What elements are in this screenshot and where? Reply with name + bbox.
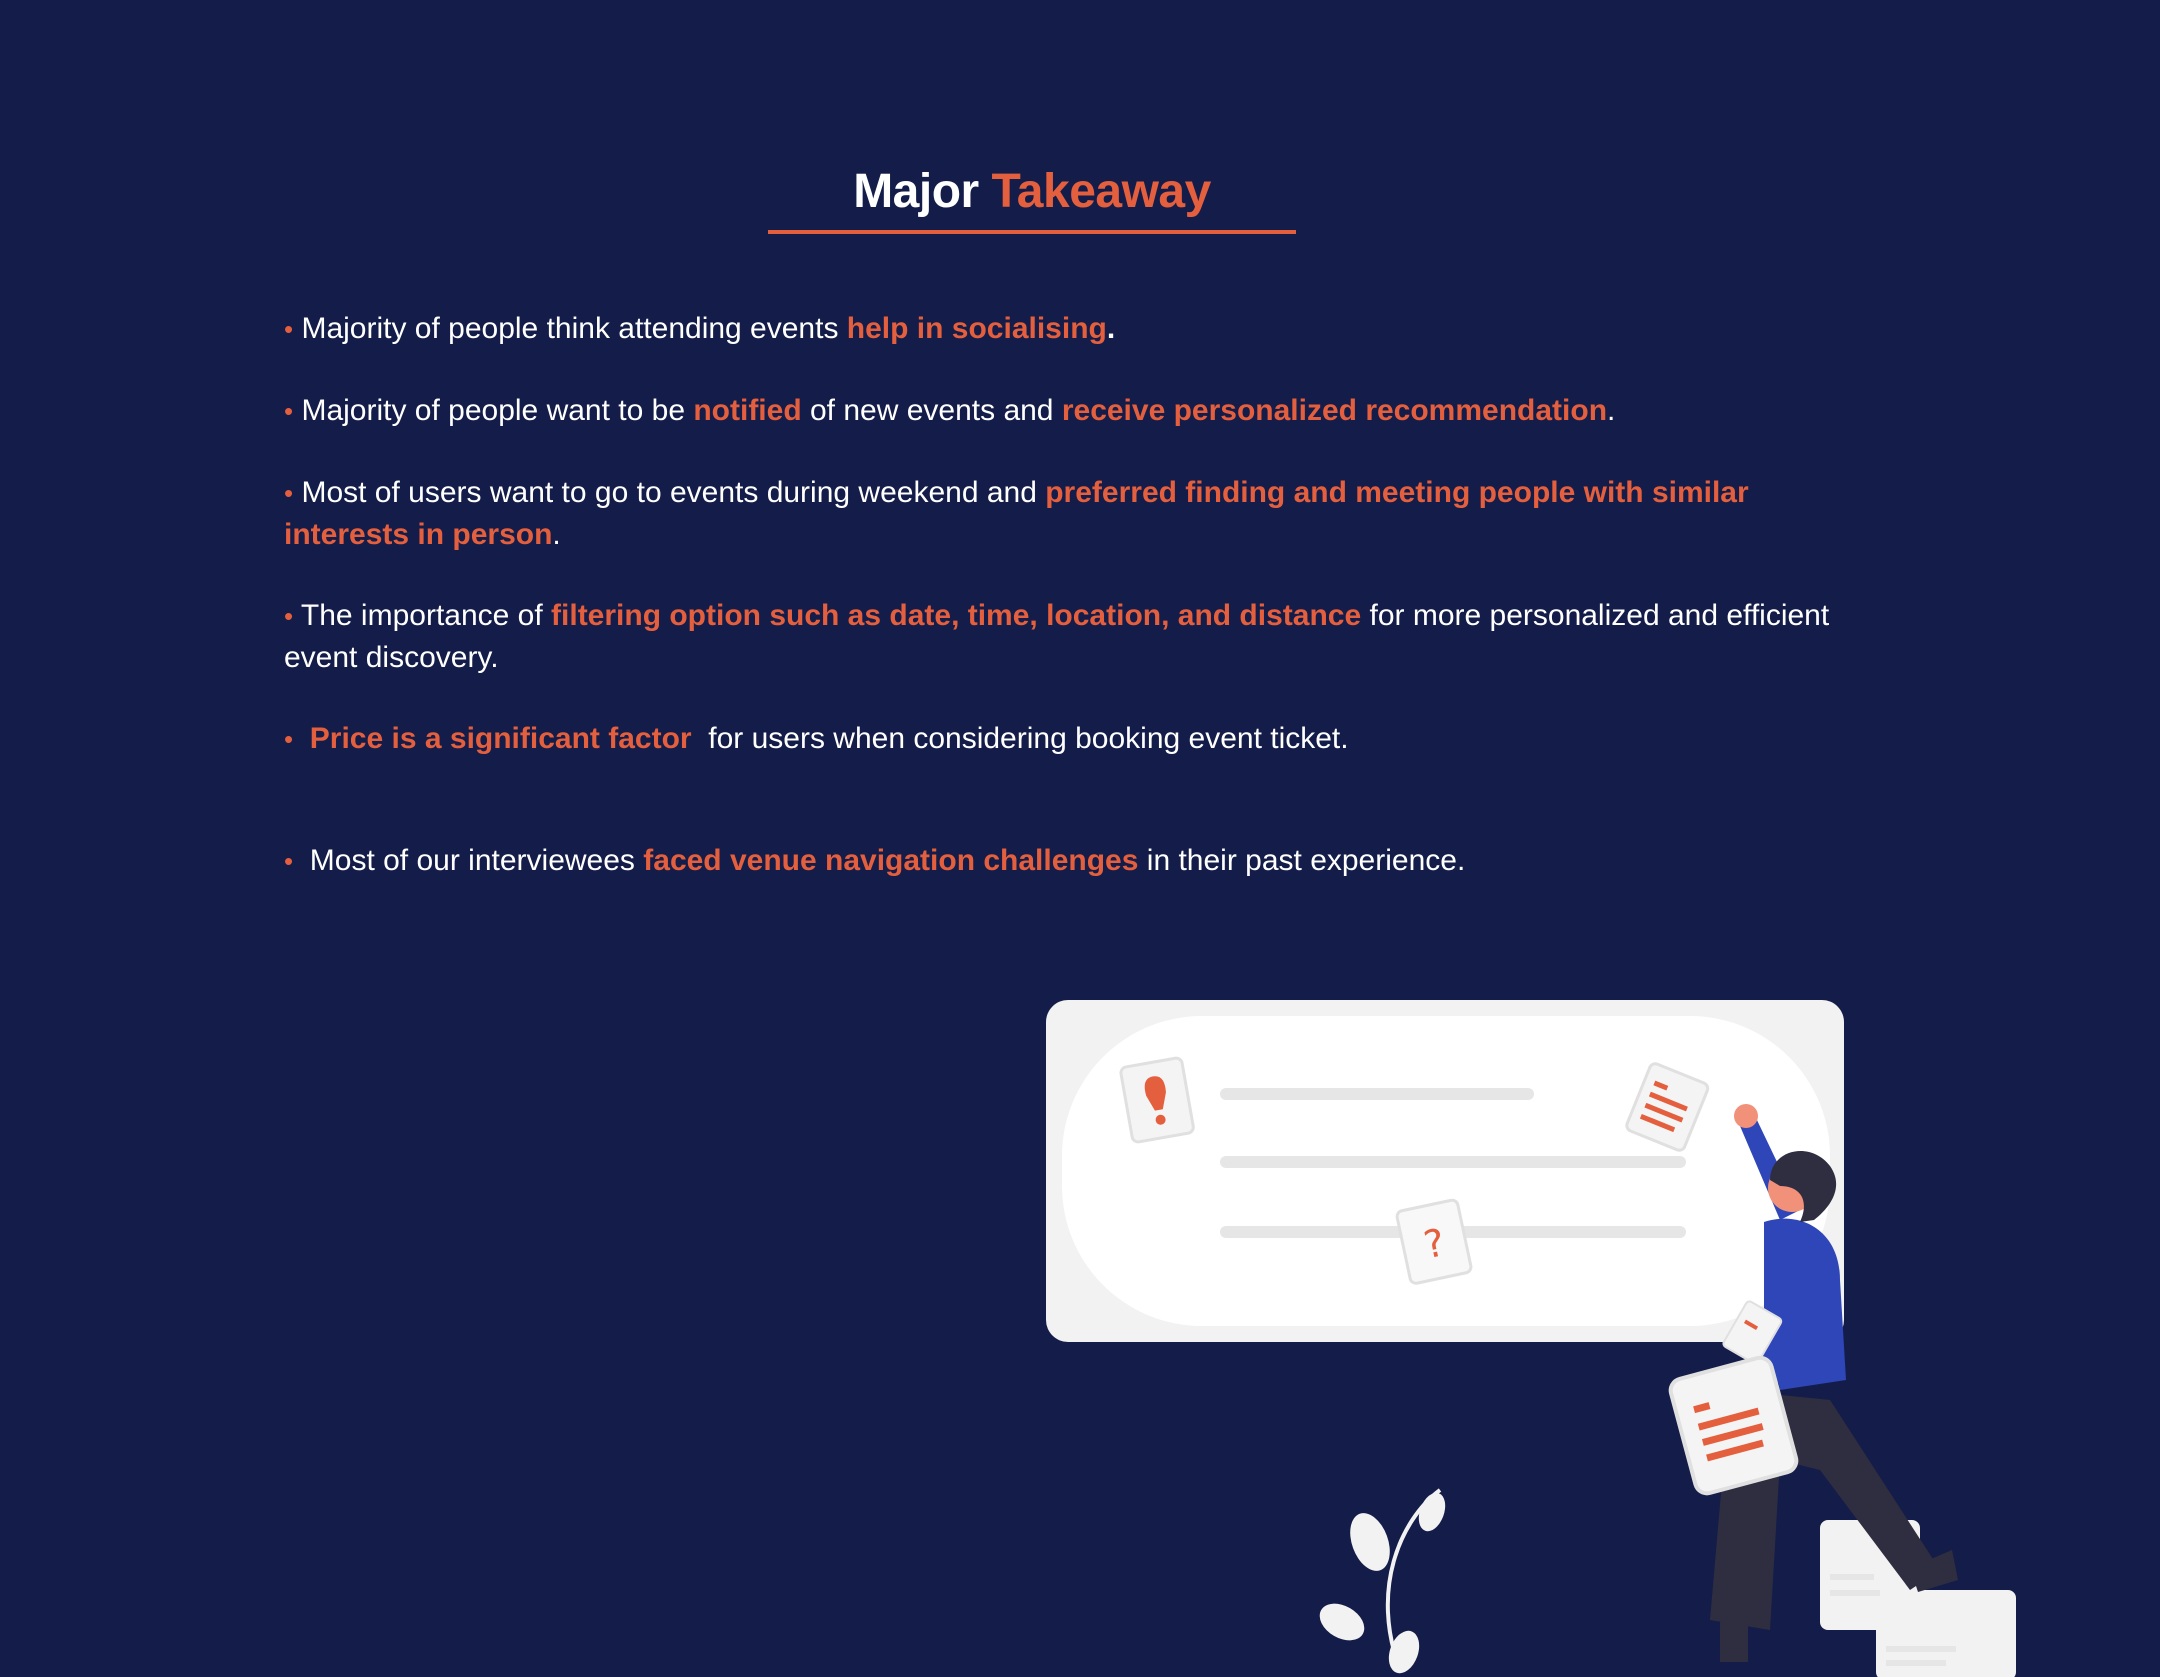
text: . xyxy=(1106,312,1116,345)
takeaway-list xyxy=(284,308,1844,882)
takeaway-item-1 xyxy=(284,308,1844,350)
text: Majority of people think attending events xyxy=(301,312,847,345)
highlight: notified xyxy=(693,394,802,427)
text: Most of users want to go to events during weekend and xyxy=(301,476,1046,509)
svg-text:?: ? xyxy=(1419,1220,1449,1268)
text: . xyxy=(1607,394,1616,427)
takeaway-item-2 xyxy=(284,390,1844,432)
text: for more personalized and efficient event discovery. xyxy=(284,599,1830,674)
text: Majority of people want to be xyxy=(301,394,694,427)
takeaway-item-3 xyxy=(284,472,1844,555)
bullet-dot: • xyxy=(284,601,294,631)
question-note-icon xyxy=(1396,1199,1472,1284)
text: Most of our interviewees xyxy=(309,844,644,877)
title-part-2: Takeaway xyxy=(991,165,1211,218)
takeaway-item-5 xyxy=(284,718,1844,760)
highlight: faced venue navigation challenges xyxy=(643,844,1139,877)
bullet-dot: • xyxy=(284,724,294,754)
bullet-dot: • xyxy=(284,846,294,876)
text: . xyxy=(552,518,561,551)
title-underline xyxy=(768,230,1296,234)
bullet-dot: • xyxy=(284,478,294,508)
takeaway-item-6 xyxy=(284,840,1844,882)
text: of new events and xyxy=(801,394,1062,427)
takeaway-item-4 xyxy=(284,595,1844,678)
board-line-1 xyxy=(1220,1088,1534,1100)
highlight: filtering option such as date, time, location, and distance xyxy=(551,599,1362,632)
highlight: Price is a significant factor xyxy=(309,722,692,755)
title-part-1: Major xyxy=(853,165,979,218)
bullet-dot: • xyxy=(284,314,294,344)
page-title xyxy=(768,160,1296,224)
illustration xyxy=(1040,990,2020,1677)
highlight: preferred finding and meeting people with similar interests in person xyxy=(284,476,1749,551)
bullet-dot: • xyxy=(284,396,294,426)
plant-icon xyxy=(1313,1489,1450,1677)
highlight: receive personalized recommendation xyxy=(1061,394,1608,427)
text: in their past experience. xyxy=(1138,844,1466,877)
text: The importance of xyxy=(300,599,552,632)
title-block xyxy=(768,160,1296,234)
exclamation-note-icon xyxy=(1120,1057,1194,1143)
highlight: help in socialising xyxy=(846,312,1107,345)
text: for users when considering booking event ticket. xyxy=(691,722,1349,755)
board-line-2 xyxy=(1220,1156,1686,1168)
